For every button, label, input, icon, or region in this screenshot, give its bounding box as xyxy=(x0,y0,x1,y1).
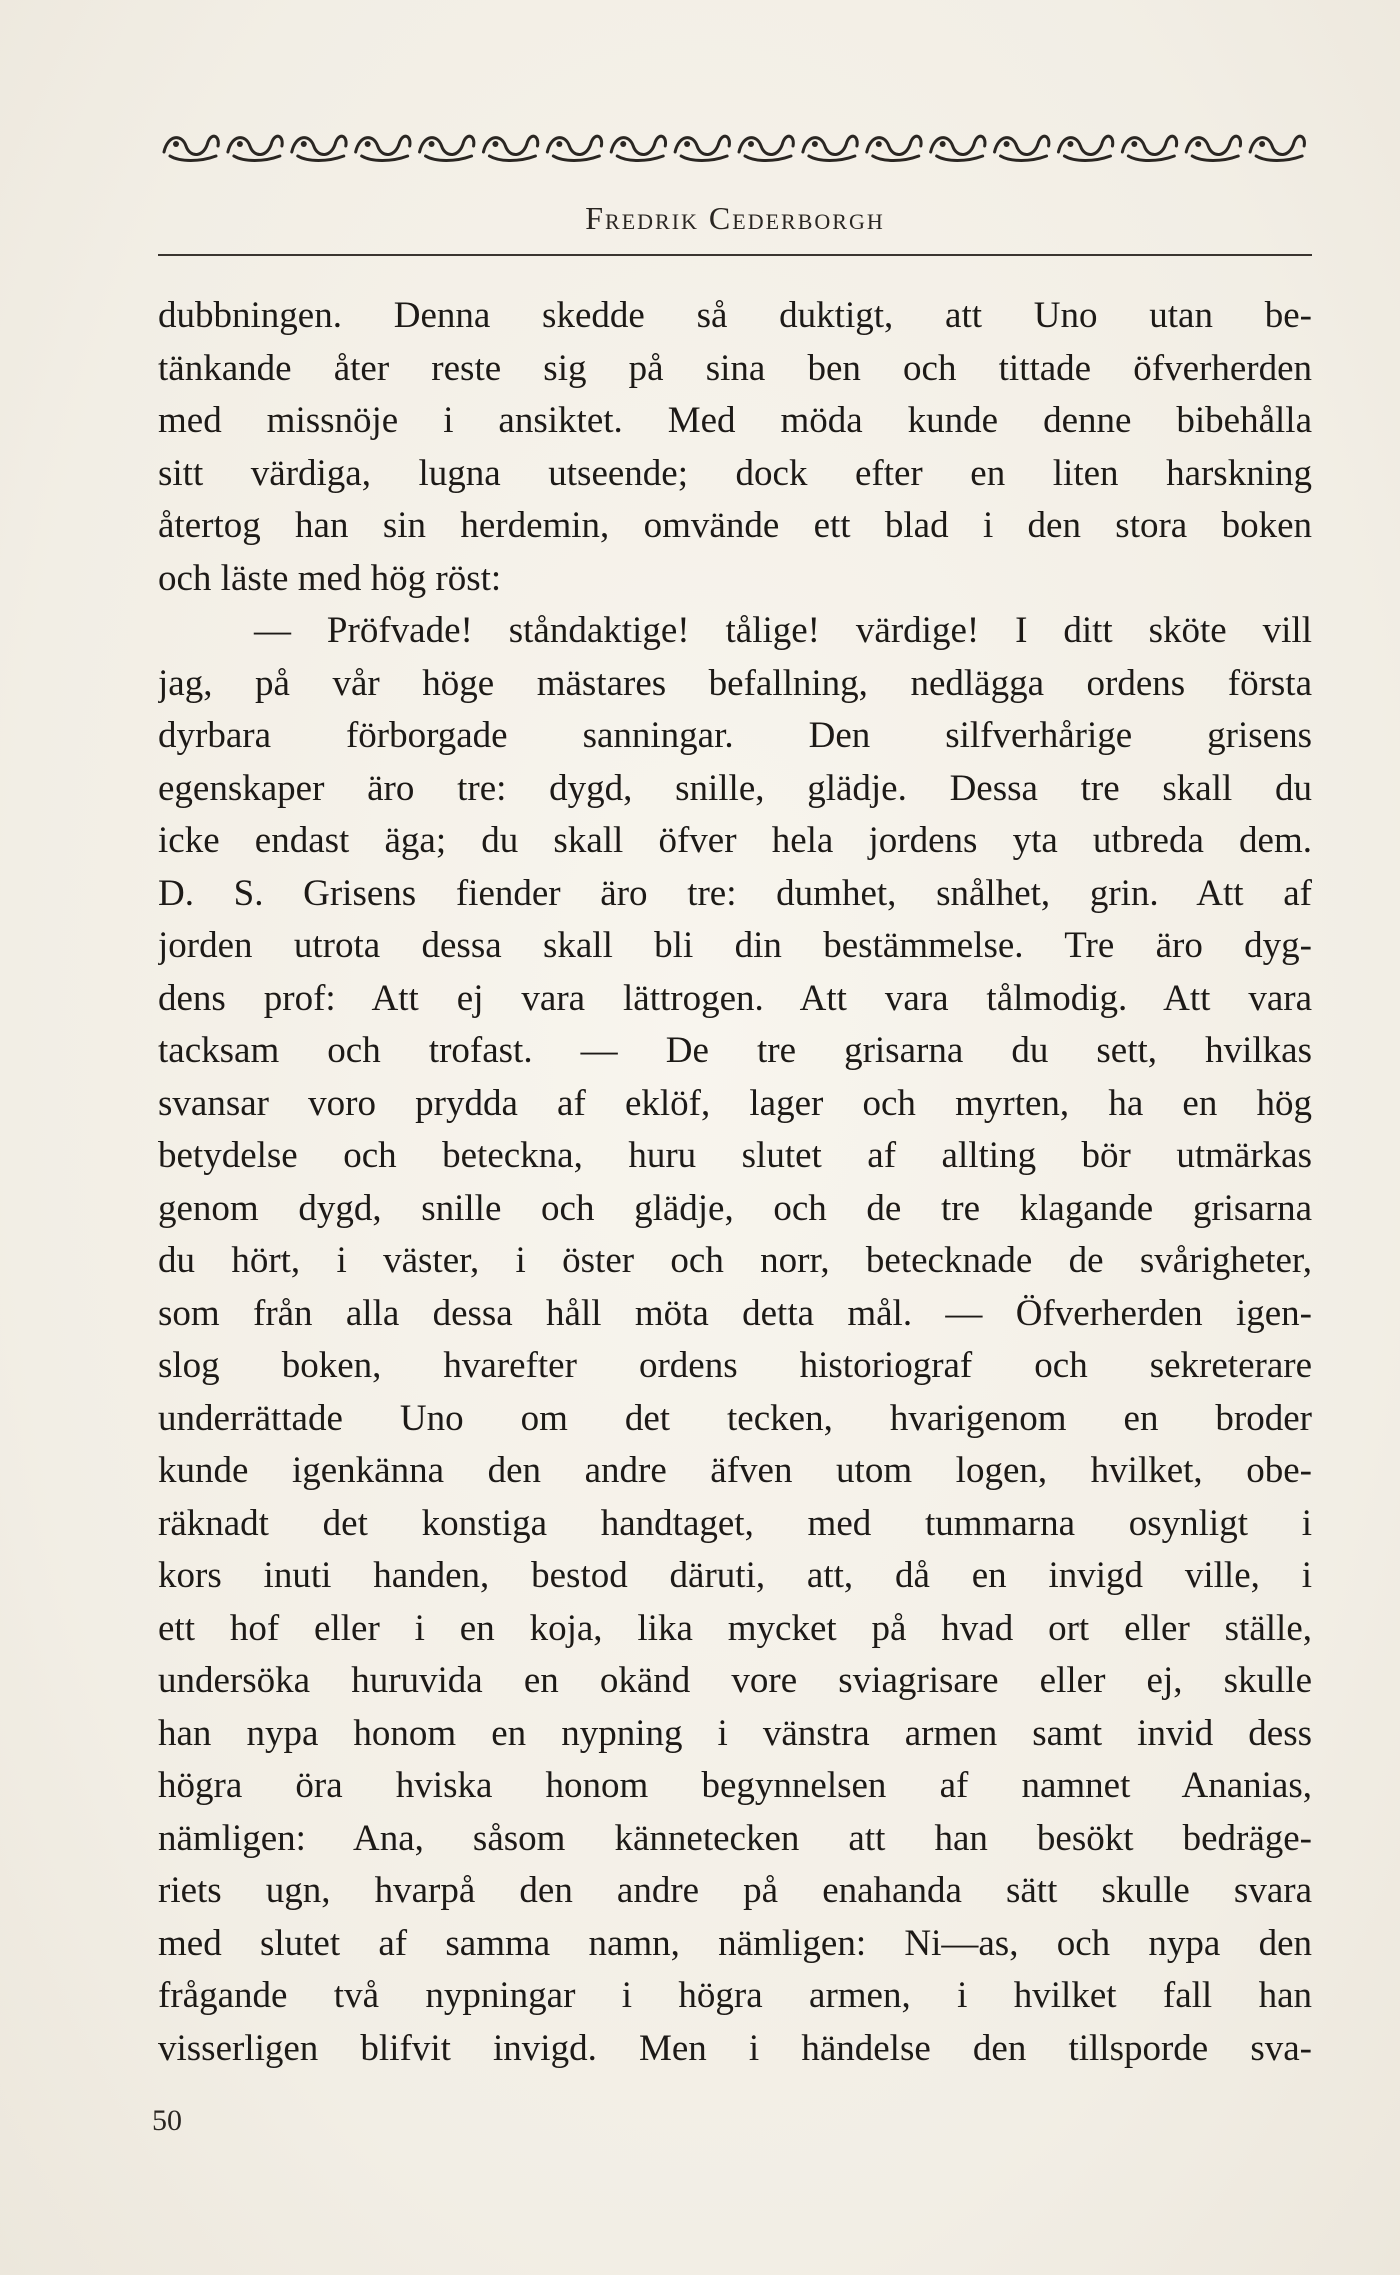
scroll-wave-ornament-icon xyxy=(483,136,537,160)
scroll-wave-ornament-icon xyxy=(739,136,793,160)
text-line: jag, på vår höge mästares befallning, nedlägga ordens första xyxy=(158,662,1312,704)
scroll-wave-ornament-icon xyxy=(931,136,985,160)
scroll-wave-ornament-icon xyxy=(547,136,601,160)
text-line: visserligen blifvit invigd. Men i händelse den tillsporde sva- xyxy=(158,2027,1312,2069)
scroll-wave-ornament-icon xyxy=(995,136,1049,160)
text-line: återtog han sin herdemin, omvände ett blad i den stora boken xyxy=(158,505,1312,546)
text-line: svansar voro prydda af eklöf, lager och myrten, ha en hög xyxy=(158,1082,1312,1124)
text-line: med slutet af samma namn, nämligen: Ni—as, och nypa den xyxy=(158,1922,1312,1964)
scroll-wave-ornament-icon xyxy=(228,136,282,160)
text-line: underrättade Uno om det tecken, hvarigenom en broder xyxy=(158,1397,1312,1439)
scroll-wave-ornament-icon xyxy=(164,136,218,160)
scroll-wave-ornament-icon xyxy=(611,136,665,160)
text-line: frågande två nypningar i högra armen, i hvilket fall han xyxy=(158,1975,1312,2016)
text-line: sitt värdiga, lugna utseende; dock efter en liten harskning xyxy=(158,452,1312,494)
text-line: och läste med hög röst: xyxy=(158,557,502,599)
text-line: genom dygd, snille och glädje, och de tre klagande grisarna xyxy=(158,1187,1312,1229)
text-line: tacksam och trofast. — De tre grisarna du sett, hvilkas xyxy=(158,1030,1312,1071)
text-line: med missnöje i ansiktet. Med möda kunde denne bibehålla xyxy=(158,400,1312,441)
scroll-wave-ornament-icon xyxy=(803,136,857,160)
text-line: som från alla dessa håll möta detta mål. — Öfverherden igen- xyxy=(158,1292,1312,1334)
text-line: dubbningen. Denna skedde så duktigt, att Uno utan be- xyxy=(158,295,1312,336)
text-line: tänkande åter reste sig på sina ben och tittade öfverherden xyxy=(158,347,1312,389)
text-line: dyrbara förborgade sanningar. Den silfverhårige grisens xyxy=(158,715,1312,756)
text-line: han nypa honom en nypning i vänstra armen samt invid dess xyxy=(158,1712,1312,1754)
text-line: jorden utrota dessa skall bli din bestämmelse. Tre äro dyg- xyxy=(158,925,1312,966)
scroll-wave-ornament-icon xyxy=(1058,136,1112,160)
header-ornament xyxy=(160,128,1310,168)
text-line: betydelse och beteckna, huru slutet af allting bör utmärkas xyxy=(158,1135,1312,1176)
header-rule xyxy=(158,254,1312,256)
text-line: D. S. Grisens fiender äro tre: dumhet, snålhet, grin. Att af xyxy=(158,872,1312,914)
page-number: 50 xyxy=(152,2104,182,2137)
text-line: dens prof: Att ej vara lättrogen. Att vara tålmodig. Att vara xyxy=(158,977,1312,1019)
text-line: kors inuti handen, bestod däruti, att, då en invigd ville, i xyxy=(158,1555,1312,1596)
text-line: riets ugn, hvarpå den andre på enahanda sätt skulle svara xyxy=(158,1870,1312,1911)
scroll-wave-ornament-icon xyxy=(420,136,474,160)
running-title: Fredrik Cederborgh xyxy=(585,200,885,236)
text-line: — Pröfvade! ståndaktige! tålige! värdige! I ditt sköte vill xyxy=(254,610,1312,651)
text-line: slog boken, hvarefter ordens historiograf och sekreterare xyxy=(158,1345,1312,1386)
scroll-wave-ornament-icon xyxy=(675,136,729,160)
scroll-wave-ornament-icon xyxy=(1250,136,1304,160)
text-line: ett hof eller i en koja, lika mycket på hvad ort eller ställe, xyxy=(158,1607,1312,1649)
scroll-wave-ornament-icon xyxy=(356,136,410,160)
text-line: nämligen: Ana, såsom kännetecken att han besökt bedräge- xyxy=(158,1817,1312,1859)
scroll-wave-ornament-icon xyxy=(292,136,346,160)
text-line: undersöka huruvida en okänd vore sviagrisare eller ej, skulle xyxy=(158,1660,1312,1701)
scroll-wave-ornament-icon xyxy=(1186,136,1240,160)
text-line: du hört, i väster, i öster och norr, betecknade de svårigheter, xyxy=(158,1240,1312,1281)
body-text xyxy=(158,290,1312,2075)
text-line: icke endast äga; du skall öfver hela jordens yta utbreda dem. xyxy=(158,820,1312,861)
text-line: egenskaper äro tre: dygd, snille, glädje. Dessa tre skall du xyxy=(158,767,1312,809)
scroll-wave-ornament-icon xyxy=(867,136,921,160)
text-line: högra öra hviska honom begynnelsen af namnet Ananias, xyxy=(158,1765,1312,1806)
scroll-wave-ornament-icon xyxy=(1122,136,1176,160)
text-line: räknadt det konstiga handtaget, med tummarna osynligt i xyxy=(158,1502,1312,1544)
text-line: kunde igenkänna den andre äfven utom logen, hvilket, obe- xyxy=(158,1450,1312,1491)
